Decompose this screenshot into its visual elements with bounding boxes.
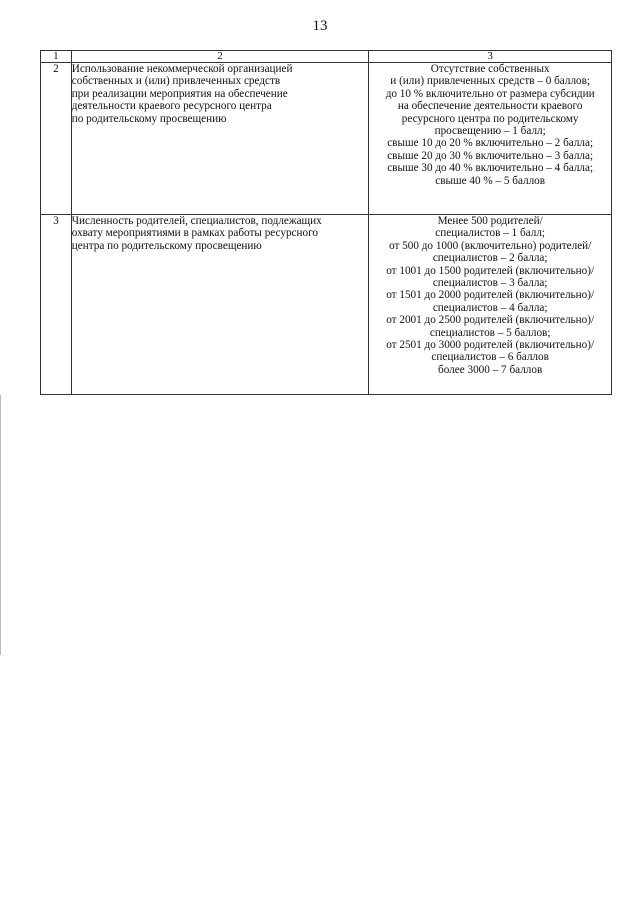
score-line: специалистов – 5 баллов;: [429, 326, 551, 339]
score-line: просвещению – 1 балл;: [434, 125, 546, 138]
table-header-row: [41, 51, 612, 63]
table-row: [41, 63, 612, 215]
score-line: специалистов – 4 балла;: [432, 301, 548, 314]
score-line: Отсутствие собственных: [430, 63, 550, 75]
score-line: Менее 500 родителей/: [437, 215, 543, 227]
score-line: до 10 % включительно от размера субсидии: [385, 87, 595, 100]
column-header-3: 3: [369, 51, 612, 63]
criterion-description: [71, 63, 369, 215]
description-line: охвату мероприятиями в рамках работы ресурсного: [71, 227, 318, 240]
score-line: от 1501 до 2000 родителей (включительно)/: [386, 289, 595, 302]
row-number: 3: [41, 215, 72, 395]
score-line: от 500 до 1000 (включительно) родителей/: [389, 239, 592, 252]
page-number: 13: [312, 18, 328, 34]
column-header-2: 2: [71, 51, 369, 63]
score-line: специалистов – 3 балла;: [432, 277, 548, 290]
scan-margin-line: [0, 395, 1, 655]
score-line: специалистов – 1 балл;: [435, 227, 546, 240]
description-line: Использование некоммерческой организацией: [71, 63, 293, 75]
score-line: свыше 10 до 20 % включительно – 2 балла;: [387, 137, 594, 150]
score-line: свыше 30 до 40 % включительно – 4 балла;: [387, 162, 594, 175]
description-line: деятельности краевого ресурсного центра: [71, 100, 272, 113]
criteria-table: [40, 50, 612, 395]
criterion-description: [71, 215, 369, 395]
criterion-scores: [369, 63, 612, 215]
score-line: ресурсного центра по родительскому: [401, 112, 579, 125]
score-line: и (или) привлеченных средств – 0 баллов;: [390, 75, 591, 88]
criterion-scores: [369, 215, 612, 395]
description-line: при реализации мероприятия на обеспечение: [71, 87, 288, 100]
score-line: свыше 40 % – 5 баллов: [435, 174, 546, 187]
score-line: более 3000 – 7 баллов: [438, 363, 543, 376]
score-line: специалистов – 6 баллов: [431, 351, 549, 364]
description-line: центра по родительскому просвещению: [71, 239, 262, 252]
score-line: от 2501 до 3000 родителей (включительно)/: [386, 339, 595, 352]
score-line: специалистов – 2 балла;: [432, 252, 548, 265]
score-line: от 1001 до 1500 родителей (включительно)/: [386, 264, 595, 277]
score-line: на обеспечение деятельности краевого: [397, 100, 583, 113]
score-line: свыше 20 до 30 % включительно – 3 балла;: [387, 149, 594, 162]
row-number: 2: [41, 63, 72, 215]
description-line: по родительскому просвещению: [71, 112, 227, 125]
column-header-1: 1: [41, 51, 72, 63]
score-line: от 2001 до 2500 родителей (включительно)/: [386, 314, 595, 327]
table-row: [41, 215, 612, 395]
description-line: собственных и (или) привлеченных средств: [71, 75, 281, 88]
description-line: Численность родителей, специалистов, подлежащих: [71, 215, 322, 227]
